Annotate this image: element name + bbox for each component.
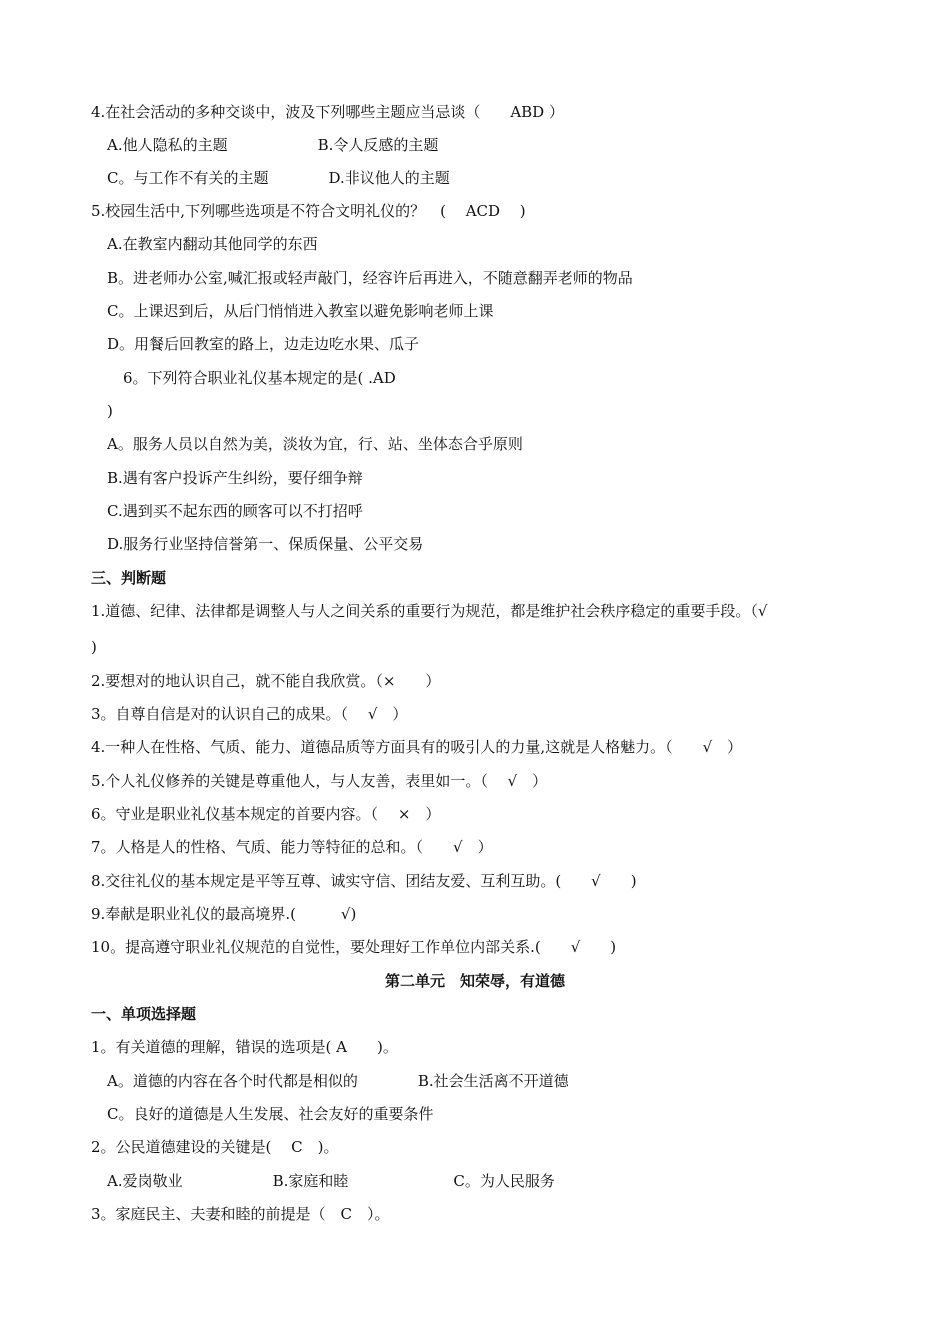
true-false-item-9: 9.奉献是职业礼仪的最高境界.( √) [91, 905, 357, 923]
unit2-question-1-options-row-2: C。良好的道德是人生发展、社会友好的重要条件 [107, 1105, 434, 1123]
question-6-option-c: C.遇到买不起东西的顾客可以不打招呼 [107, 502, 363, 520]
question-6-option-b: B.遇有客户投诉产生纠纷，要仔细争辩 [107, 469, 363, 487]
unit2-question-1-options-row-1: A。道德的内容在各个时代都是相似的 B.社会生活离不开道德 [107, 1072, 569, 1090]
true-false-item-7: 7。人格是人的性格、气质、能力等特征的总和。（ √ ） [91, 838, 493, 856]
true-false-item-6: 6。守业是职业礼仪基本规定的首要内容。（ × ） [91, 805, 441, 823]
question-6-option-d: D.服务行业坚持信誉第一、保质保量、公平交易 [107, 535, 424, 553]
question-5-option-c: C。上课迟到后，从后门悄悄进入教室以避免影响老师上课 [107, 302, 494, 320]
unit2-question-2-stem: 2。公民道德建设的关键是( C )。 [91, 1138, 339, 1156]
true-false-item-8: 8.交往礼仪的基本规定是平等互尊、诚实守信、团结友爱、互利互助。( √ ) [91, 872, 637, 890]
question-6-stem: 6。下列符合职业礼仪基本规定的是( .AD [123, 369, 396, 387]
true-false-item-10: 10。提高遵守职业礼仪规范的自觉性，要处理好工作单位内部关系.( √ ) [91, 938, 617, 956]
question-5-option-a: A.在教室内翻动其他同学的东西 [107, 235, 318, 253]
unit-2-title: 第二单元 知荣辱，有道德 [384, 972, 565, 990]
unit2-question-3-stem: 3。家庭民主、夫妻和睦的前提是（ C ）。 [91, 1205, 390, 1223]
true-false-heading: 三、判断题 [91, 569, 167, 587]
question-5-stem: 5.校园生活中,下列哪些选项是不符合文明礼仪的？ ( ACD ) [91, 202, 526, 220]
true-false-item-3: 3。自尊自信是对的认识自己的成果。（ √ ） [91, 705, 408, 723]
unit2-question-1-stem: 1。有关道德的理解，错误的选项是( A )。 [91, 1038, 398, 1056]
question-6-option-a: A。服务人员以自然为美，淡妆为宜，行、站、坐体态合乎原则 [107, 435, 523, 453]
true-false-item-4: 4.一种人在性格、气质、能力、道德品质等方面具有的吸引人的力量,这就是人格魅力。（ √ ） [91, 738, 743, 756]
question-5-option-b: B。进老师办公室,喊汇报或轻声敲门，经容许后再进入，不随意翻弄老师的物品 [107, 269, 633, 287]
true-false-item-1: 1.道德、纪律、法律都是调整人与人之间关系的重要行为规范，都是维护社会秩序稳定的重要手段。（√ [91, 602, 768, 620]
question-5-option-d: D。用餐后回教室的路上，边走边吃水果、瓜子 [107, 335, 420, 353]
true-false-item-1-continuation: ) [91, 638, 97, 656]
question-4-options-row-2: C。与工作不有关的主题 D.非议他人的主题 [107, 169, 450, 187]
unit2-question-2-options: A.爱岗敬业 B.家庭和睦 C。为人民服务 [107, 1172, 555, 1190]
true-false-item-2: 2.要想对的地认识自己，就不能自我欣赏。（× ） [91, 672, 441, 690]
question-6-stem-continuation: ) [107, 402, 113, 420]
question-4-options-row-1: A.他人隐私的主题 B.令人反感的主题 [107, 136, 439, 154]
question-4-stem: 4.在社会活动的多种交谈中，波及下列哪些主题应当忌谈（ ABD ） [91, 103, 564, 121]
single-choice-heading: 一、单项选择题 [91, 1005, 197, 1023]
true-false-item-5: 5.个人礼仪修养的关键是尊重他人，与人友善，表里如一。（ √ ） [91, 772, 548, 790]
